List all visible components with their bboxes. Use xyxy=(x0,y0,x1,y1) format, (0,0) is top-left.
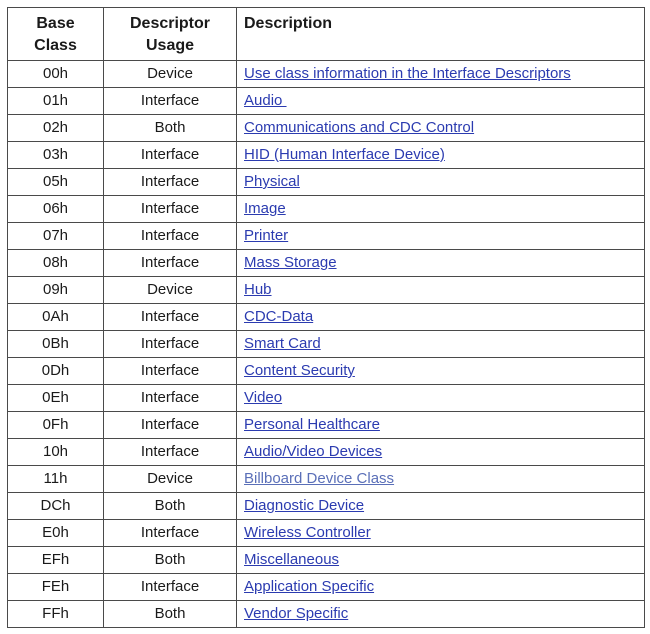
description-link[interactable]: Physical xyxy=(244,173,300,190)
header-description: Description xyxy=(237,8,645,61)
base-class-cell: 10h xyxy=(8,439,104,466)
description-cell xyxy=(237,574,645,601)
description-cell xyxy=(237,88,645,115)
description-link[interactable]: Billboard Device Class xyxy=(244,470,395,487)
table-row xyxy=(8,493,645,520)
description-cell xyxy=(237,520,645,547)
descriptor-usage-cell: Interface xyxy=(104,250,237,277)
description-link[interactable]: CDC-Data xyxy=(244,308,314,325)
table-row xyxy=(8,304,645,331)
description-cell xyxy=(237,331,645,358)
descriptor-usage-cell: Interface xyxy=(104,412,237,439)
table-row xyxy=(8,115,645,142)
descriptor-usage-cell: Interface xyxy=(104,88,237,115)
description-cell xyxy=(237,142,645,169)
descriptor-usage-cell: Both xyxy=(104,547,237,574)
table-row xyxy=(8,331,645,358)
descriptor-usage-cell: Interface xyxy=(104,223,237,250)
description-cell xyxy=(237,115,645,142)
description-link[interactable]: Miscellaneous xyxy=(244,551,340,568)
table-row xyxy=(8,223,645,250)
base-class-cell: 01h xyxy=(8,88,104,115)
descriptor-usage-cell: Interface xyxy=(104,196,237,223)
descriptor-usage-cell: Interface xyxy=(104,358,237,385)
base-class-cell: E0h xyxy=(8,520,104,547)
base-class-cell: 02h xyxy=(8,115,104,142)
description-link[interactable]: Smart Card xyxy=(244,335,321,352)
description-link[interactable]: Mass Storage xyxy=(244,254,337,271)
table-row xyxy=(8,385,645,412)
description-cell xyxy=(237,493,645,520)
header-base-class: Base Class xyxy=(8,8,104,61)
descriptor-usage-cell: Both xyxy=(104,493,237,520)
descriptor-usage-cell: Interface xyxy=(104,520,237,547)
base-class-cell: 03h xyxy=(8,142,104,169)
description-cell xyxy=(237,169,645,196)
table-row xyxy=(8,466,645,493)
base-class-cell: 00h xyxy=(8,61,104,88)
descriptor-usage-cell: Device xyxy=(104,61,237,88)
description-link[interactable]: Image xyxy=(244,200,286,217)
description-cell xyxy=(237,250,645,277)
base-class-cell: 08h xyxy=(8,250,104,277)
base-class-cell: FFh xyxy=(8,601,104,628)
description-cell xyxy=(237,601,645,628)
descriptor-usage-cell: Interface xyxy=(104,574,237,601)
base-class-cell: 07h xyxy=(8,223,104,250)
description-link[interactable]: Use class information in the Interface Descriptors xyxy=(244,65,571,82)
base-class-cell: 0Dh xyxy=(8,358,104,385)
description-link[interactable]: Audio/Video Devices xyxy=(244,443,383,460)
base-class-cell: EFh xyxy=(8,547,104,574)
descriptor-usage-cell: Device xyxy=(104,277,237,304)
description-link[interactable]: Printer xyxy=(244,227,289,244)
description-cell xyxy=(237,547,645,574)
descriptor-usage-cell: Interface xyxy=(104,439,237,466)
description-cell xyxy=(237,358,645,385)
description-cell xyxy=(237,61,645,88)
table-row xyxy=(8,196,645,223)
descriptor-usage-cell: Interface xyxy=(104,142,237,169)
base-class-cell: 11h xyxy=(8,466,104,493)
descriptor-usage-cell: Interface xyxy=(104,385,237,412)
descriptor-usage-cell: Interface xyxy=(104,331,237,358)
table-row xyxy=(8,439,645,466)
base-class-cell: 06h xyxy=(8,196,104,223)
descriptor-usage-cell: Interface xyxy=(104,304,237,331)
description-cell xyxy=(237,412,645,439)
header-row xyxy=(8,8,645,61)
table-row xyxy=(8,601,645,628)
description-cell xyxy=(237,385,645,412)
table-row xyxy=(8,250,645,277)
table-row xyxy=(8,574,645,601)
descriptor-usage-cell: Both xyxy=(104,601,237,628)
description-link[interactable]: Content Security xyxy=(244,362,355,379)
table-body xyxy=(8,61,645,628)
description-cell xyxy=(237,439,645,466)
base-class-cell: 05h xyxy=(8,169,104,196)
description-cell xyxy=(237,277,645,304)
description-link[interactable]: Application Specific xyxy=(244,578,375,595)
description-link[interactable]: Audio xyxy=(244,92,287,109)
descriptor-usage-cell: Device xyxy=(104,466,237,493)
table-row xyxy=(8,61,645,88)
header-descriptor-usage: Descriptor Usage xyxy=(104,8,237,61)
description-cell xyxy=(237,304,645,331)
description-link[interactable]: Personal Healthcare xyxy=(244,416,380,433)
description-link[interactable]: Diagnostic Device xyxy=(244,497,365,514)
table-row xyxy=(8,88,645,115)
table-row xyxy=(8,547,645,574)
description-cell xyxy=(237,466,645,493)
description-link[interactable]: Wireless Controller xyxy=(244,524,371,541)
base-class-cell: FEh xyxy=(8,574,104,601)
description-link[interactable]: Video xyxy=(244,389,283,406)
base-class-cell: 09h xyxy=(8,277,104,304)
table-row xyxy=(8,142,645,169)
base-class-cell: DCh xyxy=(8,493,104,520)
table-row xyxy=(8,277,645,304)
description-link[interactable]: Vendor Specific xyxy=(244,605,349,622)
description-link[interactable]: Hub xyxy=(244,281,272,298)
table-row xyxy=(8,169,645,196)
description-cell xyxy=(237,196,645,223)
base-class-cell: 0Bh xyxy=(8,331,104,358)
table-row xyxy=(8,520,645,547)
base-class-cell: 0Eh xyxy=(8,385,104,412)
description-link[interactable]: HID (Human Interface Device) xyxy=(244,146,445,163)
descriptor-usage-cell: Both xyxy=(104,115,237,142)
description-link[interactable]: Communications and CDC Control xyxy=(244,119,475,136)
base-class-cell: 0Ah xyxy=(8,304,104,331)
table-row xyxy=(8,358,645,385)
table-header xyxy=(8,8,645,61)
descriptor-usage-cell: Interface xyxy=(104,169,237,196)
table-row xyxy=(8,412,645,439)
usb-class-codes-table xyxy=(7,7,645,628)
description-cell xyxy=(237,223,645,250)
base-class-cell: 0Fh xyxy=(8,412,104,439)
